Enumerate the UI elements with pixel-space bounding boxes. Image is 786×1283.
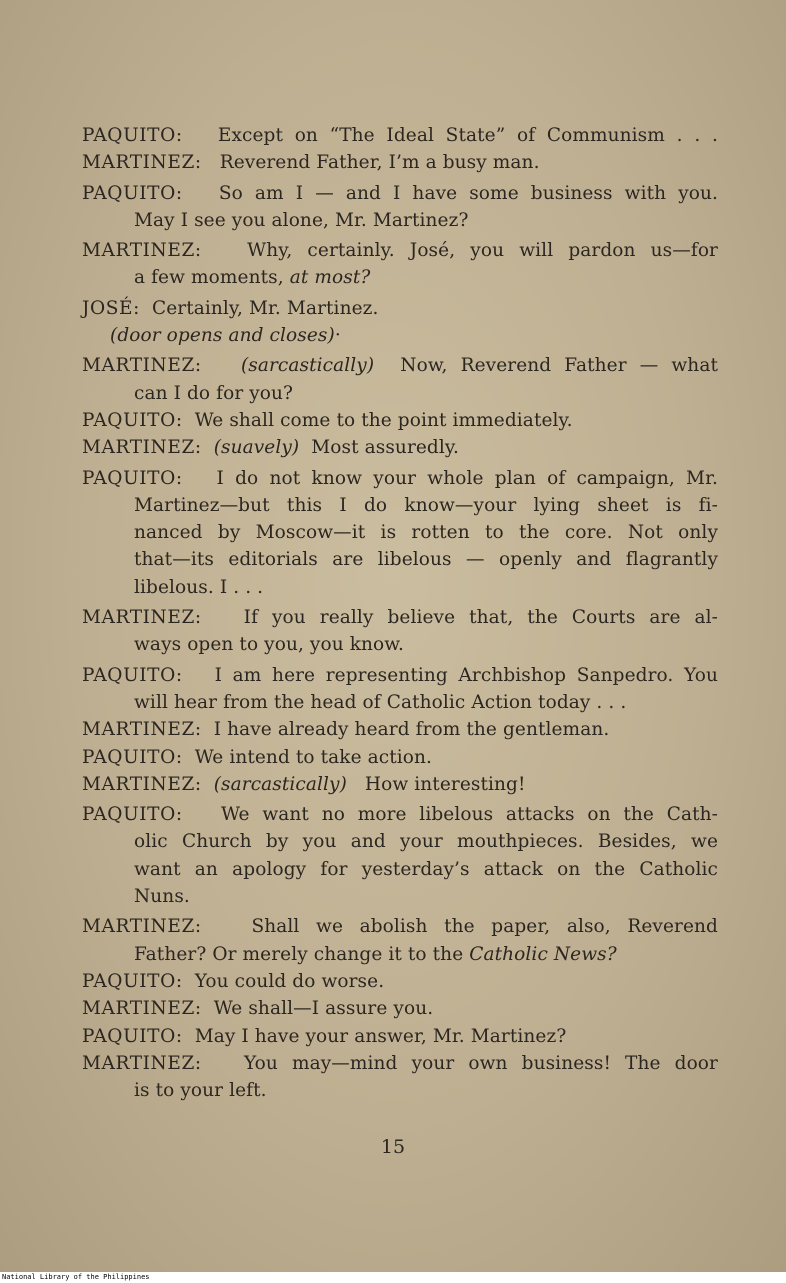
speaker-name: PAQUITO: <box>82 182 183 204</box>
dialogue-italic: Catholic News? <box>469 943 617 965</box>
script-line <box>82 913 718 940</box>
dialogue-text: You may—mind your own business! The door <box>243 1052 718 1074</box>
script-line <box>82 716 718 743</box>
script-line <box>82 465 718 492</box>
script-line-continuation <box>82 1077 718 1104</box>
stray-mark: · <box>334 325 341 347</box>
dialogue-text: I am here representing Archbishop Sanpedro. You <box>214 664 718 686</box>
speaker-name: PAQUITO: <box>82 409 183 431</box>
speaker-name: PAQUITO: <box>82 125 183 146</box>
speaker-name: JOSÉ: <box>82 297 140 319</box>
dialogue-italic: at most? <box>289 267 371 289</box>
script-line <box>82 1023 718 1050</box>
speaker-name: PAQUITO: <box>82 804 183 826</box>
speaker-name: MARTINEZ: <box>82 1052 202 1074</box>
dialogue-text: Certainly, Mr. Martinez. <box>151 297 379 319</box>
speaker-name: MARTINEZ: <box>82 152 202 174</box>
script-line-continuation <box>82 264 718 291</box>
dialogue-text: We shall come to the point immediately. <box>194 409 573 431</box>
dialogue-text: Shall we abolish the paper, also, Reverend <box>251 916 718 938</box>
script-line <box>82 180 718 207</box>
script-line-continuation <box>82 689 718 716</box>
stage-direction: (door opens and closes) <box>110 325 335 347</box>
page-number: 15 <box>380 1136 406 1158</box>
script-line <box>82 995 718 1022</box>
speaker-name: MARTINEZ: <box>82 916 202 938</box>
script-line <box>82 434 718 461</box>
script-line-continuation <box>82 546 718 573</box>
stage-direction: (sarcastically) <box>213 773 347 795</box>
dialogue-text: So am I — and I have some business with you. <box>218 182 718 204</box>
script-line <box>82 295 718 322</box>
dialogue-text: nanced by Moscow—it is rotten to the core. Not only <box>134 522 718 544</box>
script-line-continuation <box>82 574 718 601</box>
speaker-name: MARTINEZ: <box>82 240 202 262</box>
script-line <box>82 662 718 689</box>
footer-credit: National Library of the Philippines <box>2 1273 150 1281</box>
dialogue-text: We intend to take action. <box>194 746 433 768</box>
dialogue-text: I have already heard from the gentleman. <box>213 719 610 741</box>
script-line-continuation <box>82 941 718 968</box>
script-line <box>82 604 718 631</box>
script-line <box>82 1050 718 1077</box>
speaker-name: PAQUITO: <box>82 467 183 489</box>
script-line <box>82 771 718 798</box>
dialogue-text: want an apology for yesterday’s attack on the Catholic <box>134 858 718 880</box>
script-line <box>82 237 718 264</box>
dialogue-text: Father? Or merely change it to the <box>134 943 470 965</box>
script-line-continuation <box>82 883 718 910</box>
stage-direction: (suavely) <box>213 437 300 459</box>
dialogue-text: We shall—I assure you. <box>213 998 434 1020</box>
stage-direction-line <box>82 322 718 349</box>
script-line-continuation <box>82 856 718 883</box>
scan-footer <box>0 1272 786 1283</box>
speaker-name: MARTINEZ: <box>82 773 202 795</box>
script-line-continuation <box>82 519 718 546</box>
speaker-name: PAQUITO: <box>82 1025 183 1047</box>
dialogue-text: I do not know your whole plan of campaign, Mr. <box>216 467 718 489</box>
dialogue-text: is to your left. <box>134 1080 267 1102</box>
speaker-name: MARTINEZ: <box>82 719 202 741</box>
script-line <box>82 968 718 995</box>
play-script-text <box>82 122 718 1104</box>
script-line-continuation <box>82 828 718 855</box>
script-line-continuation <box>82 631 718 658</box>
script-line <box>82 122 718 149</box>
speaker-name: PAQUITO: <box>82 664 183 686</box>
script-line <box>82 149 718 176</box>
dialogue-text: If you really believe that, the Courts are al- <box>243 607 718 629</box>
dialogue-text: libelous. I . . . <box>134 576 264 598</box>
dialogue-text: Except on “The Ideal State” of Communism . . . <box>217 125 718 146</box>
dialogue-text: that—its editorials are libelous — openly and flagrantly <box>134 549 718 571</box>
dialogue-text: Most assuredly. <box>311 437 459 459</box>
stage-direction: (sarcastically) <box>240 355 375 377</box>
dialogue-text: Why, certainly. José, you will pardon us—for <box>247 240 718 262</box>
script-line <box>82 801 718 828</box>
script-line <box>82 407 718 434</box>
speaker-name: MARTINEZ: <box>82 437 202 459</box>
speaker-name: MARTINEZ: <box>82 355 202 377</box>
script-line-continuation <box>82 207 718 234</box>
dialogue-text: Martinez—but this I do know—your lying sheet is fi- <box>134 494 718 516</box>
dialogue-text: We want no more libelous attacks on the Cath- <box>220 804 718 826</box>
speaker-name: MARTINEZ: <box>82 607 202 629</box>
script-line-continuation <box>82 380 718 407</box>
dialogue-text: May I see you alone, Mr. Martinez? <box>134 209 469 231</box>
speaker-name: PAQUITO: <box>82 746 183 768</box>
dialogue-text: Reverend Father, I’m a busy man. <box>219 152 540 174</box>
script-line-continuation <box>82 492 718 519</box>
dialogue-text: Nuns. <box>134 886 190 908</box>
dialogue-text: can I do for you? <box>134 382 294 404</box>
speaker-name: PAQUITO: <box>82 970 183 992</box>
dialogue-text: Now, Reverend Father — what <box>400 355 718 377</box>
speaker-name: MARTINEZ: <box>82 998 202 1020</box>
dialogue-text: ways open to you, you know. <box>134 634 405 656</box>
dialogue-text: May I have your answer, Mr. Martinez? <box>194 1025 567 1047</box>
script-line <box>82 744 718 771</box>
script-line <box>82 352 718 379</box>
dialogue-text: olic Church by you and your mouthpieces. Besides, we <box>134 831 718 853</box>
dialogue-text: a few moments, <box>134 267 290 289</box>
dialogue-text: will hear from the head of Catholic Action today . . . <box>134 691 627 713</box>
dialogue-text: You could do worse. <box>194 970 385 992</box>
dialogue-text: How interesting! <box>364 773 526 795</box>
